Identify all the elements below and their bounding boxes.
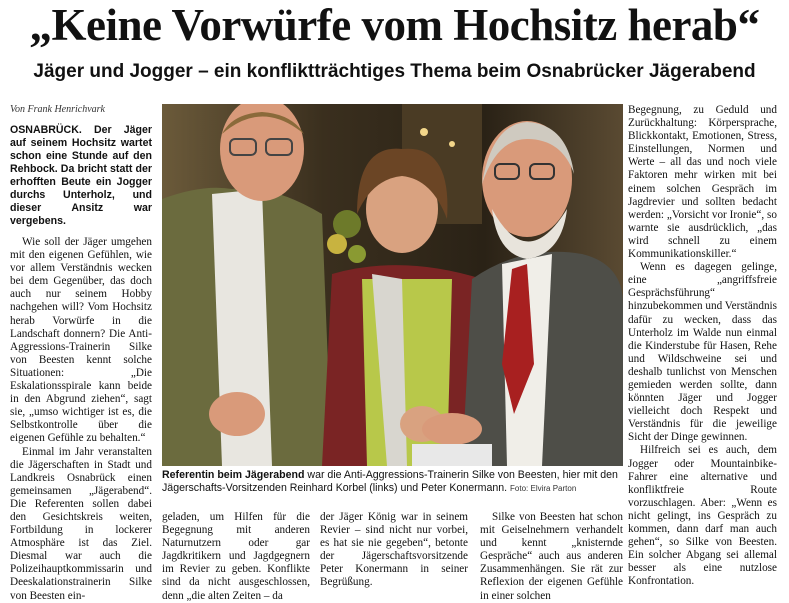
paragraph: Wie soll der Jäger umgehen mit den eigenen Gefühlen, wie vor allem Verständnis wecken bei dem Gegenüber, das doch auch nur seinem Hobby nachgehen will? Vom Hochsitz herab Vorwürfe in die Landschaft donnern? Die Anti-Aggressions-Trainerin Silke von Beesten kennt solche Situationen: „Die Eskalationsspirale kann beide in den Abgrund ziehen“, sagt sie, „umso wichtiger ist es, die Selbstkontrolle über die eigenen Gefühle zu behalten.“ (10, 236, 152, 445)
subheadline: Jäger und Jogger – ein konfliktträchtiges Thema beim Osnabrücker Jägerabend (33, 61, 756, 82)
article-column-3 (320, 511, 468, 590)
article-column-2 (162, 511, 310, 603)
article-column-1 (10, 124, 152, 603)
paragraph: Hilfreich sei es auch, dem Jogger oder Mountainbike-Fahrer eine alternative und konfliktfreie Route vorzuschlagen. Aber: „Wenn es nicht gelingt, ins Gespräch zu kommen, dann darf man auch gehen“, so Silke von Beesten. Ein solcher Abgang sei allemal besser als eine nutzlose Konfrontation. (628, 444, 777, 588)
lead-paragraph (10, 124, 152, 228)
photo-credit: Foto: Elvira Parton (510, 484, 577, 493)
article-column-5 (628, 104, 777, 588)
caption-text: war die Anti-Aggressions-Trainerin Silke von Beesten, hier mit den Jägerschafts-Vorsitzenden Reinhard Korbel (links) und Peter Konermann. (162, 469, 618, 494)
paragraph: Wenn es dagegen gelinge, eine „angriffsfreie Gesprächsführung“ hinzubekommen und Verständnis dafür zu wecken, dass das Unterholz im Walde nun einmal die Kinderstube für Hasen, Rehe und Wildschweine sei und deshalb tunlichst von Menschen gemieden werden sollte, dann könnten Jäger und Jogger vielleicht doch Respekt und Verständnis für die jeweilige Sicht der Dinge gewinnen. (628, 261, 777, 444)
paragraph: geladen, um Hilfen für die Begegnung mit anderen Naturnutzern oder gar Jagdkritikern und Jagdgegnern im Revier zu geben. Konflikte sind da nicht ausgeschlossen, denn „die alten Zeiten – da (162, 511, 310, 602)
photo-caption (162, 469, 623, 495)
lead-text: Der Jäger auf seinem Hochsitz wartet schon eine Stunde auf den Rehbock. Da bricht statt der erhofften Beute ein Jogger durchs Unterholz, und dieser Ansitz war vergebens. (10, 124, 152, 227)
caption-bold: Referentin beim Jägerabend (162, 469, 305, 481)
photo-illustration (162, 104, 623, 466)
headline: „Keine Vorwürfe vom Hochsitz herab“ (29, 0, 760, 50)
dateline: OSNABRÜCK. (10, 124, 82, 136)
paragraph: der Jäger König war in seinem Revier – sind nicht nur vorbei, es hat sie nie gegeben“, betonte der Jägerschaftsvorsitzende Peter Konermann in seiner Begrüßung. (320, 511, 468, 589)
paragraph: Silke von Beesten hat schon mit Geiselnehmern verhandelt und kennt „knisternde Gespräche“ auch aus anderen Zusammenhängen. Sie rät zur Reflexion der eigenen Gefühle in einer solchen (480, 511, 623, 602)
byline: Von Frank Henrichvark (10, 104, 105, 115)
article-photo (162, 104, 623, 466)
paragraph: Einmal im Jahr veranstalten die Jägerschaften in Stadt und Landkreis Osnabrück einen gemeinsamen „Jägerabend“. Die Referenten sollen dabei den Gesichtskreis weiten, Fortbildung in lockerer Atmosphäre ist das Ziel. Diesmal war auch die Polizeihauptkommissarin und Deeskalationstrainerin Silke von Beesten ein- (10, 445, 152, 602)
article-column-4 (480, 511, 623, 603)
paragraph: Begegnung, zu Geduld und Zurückhaltung: Körpersprache, Blickkontakt, Emotionen, Stress, Einstellungen, Normen und Werte – all das und noch viele Faktoren mehr wirken mit bei einem solchen Gespräch im Jagdrevier und sollten bedacht werden: „Vorsicht vor Ironie“, so warnte sie ausdrücklich, „das wird schnell zu einem Kommunikationskiller.“ (628, 104, 777, 261)
